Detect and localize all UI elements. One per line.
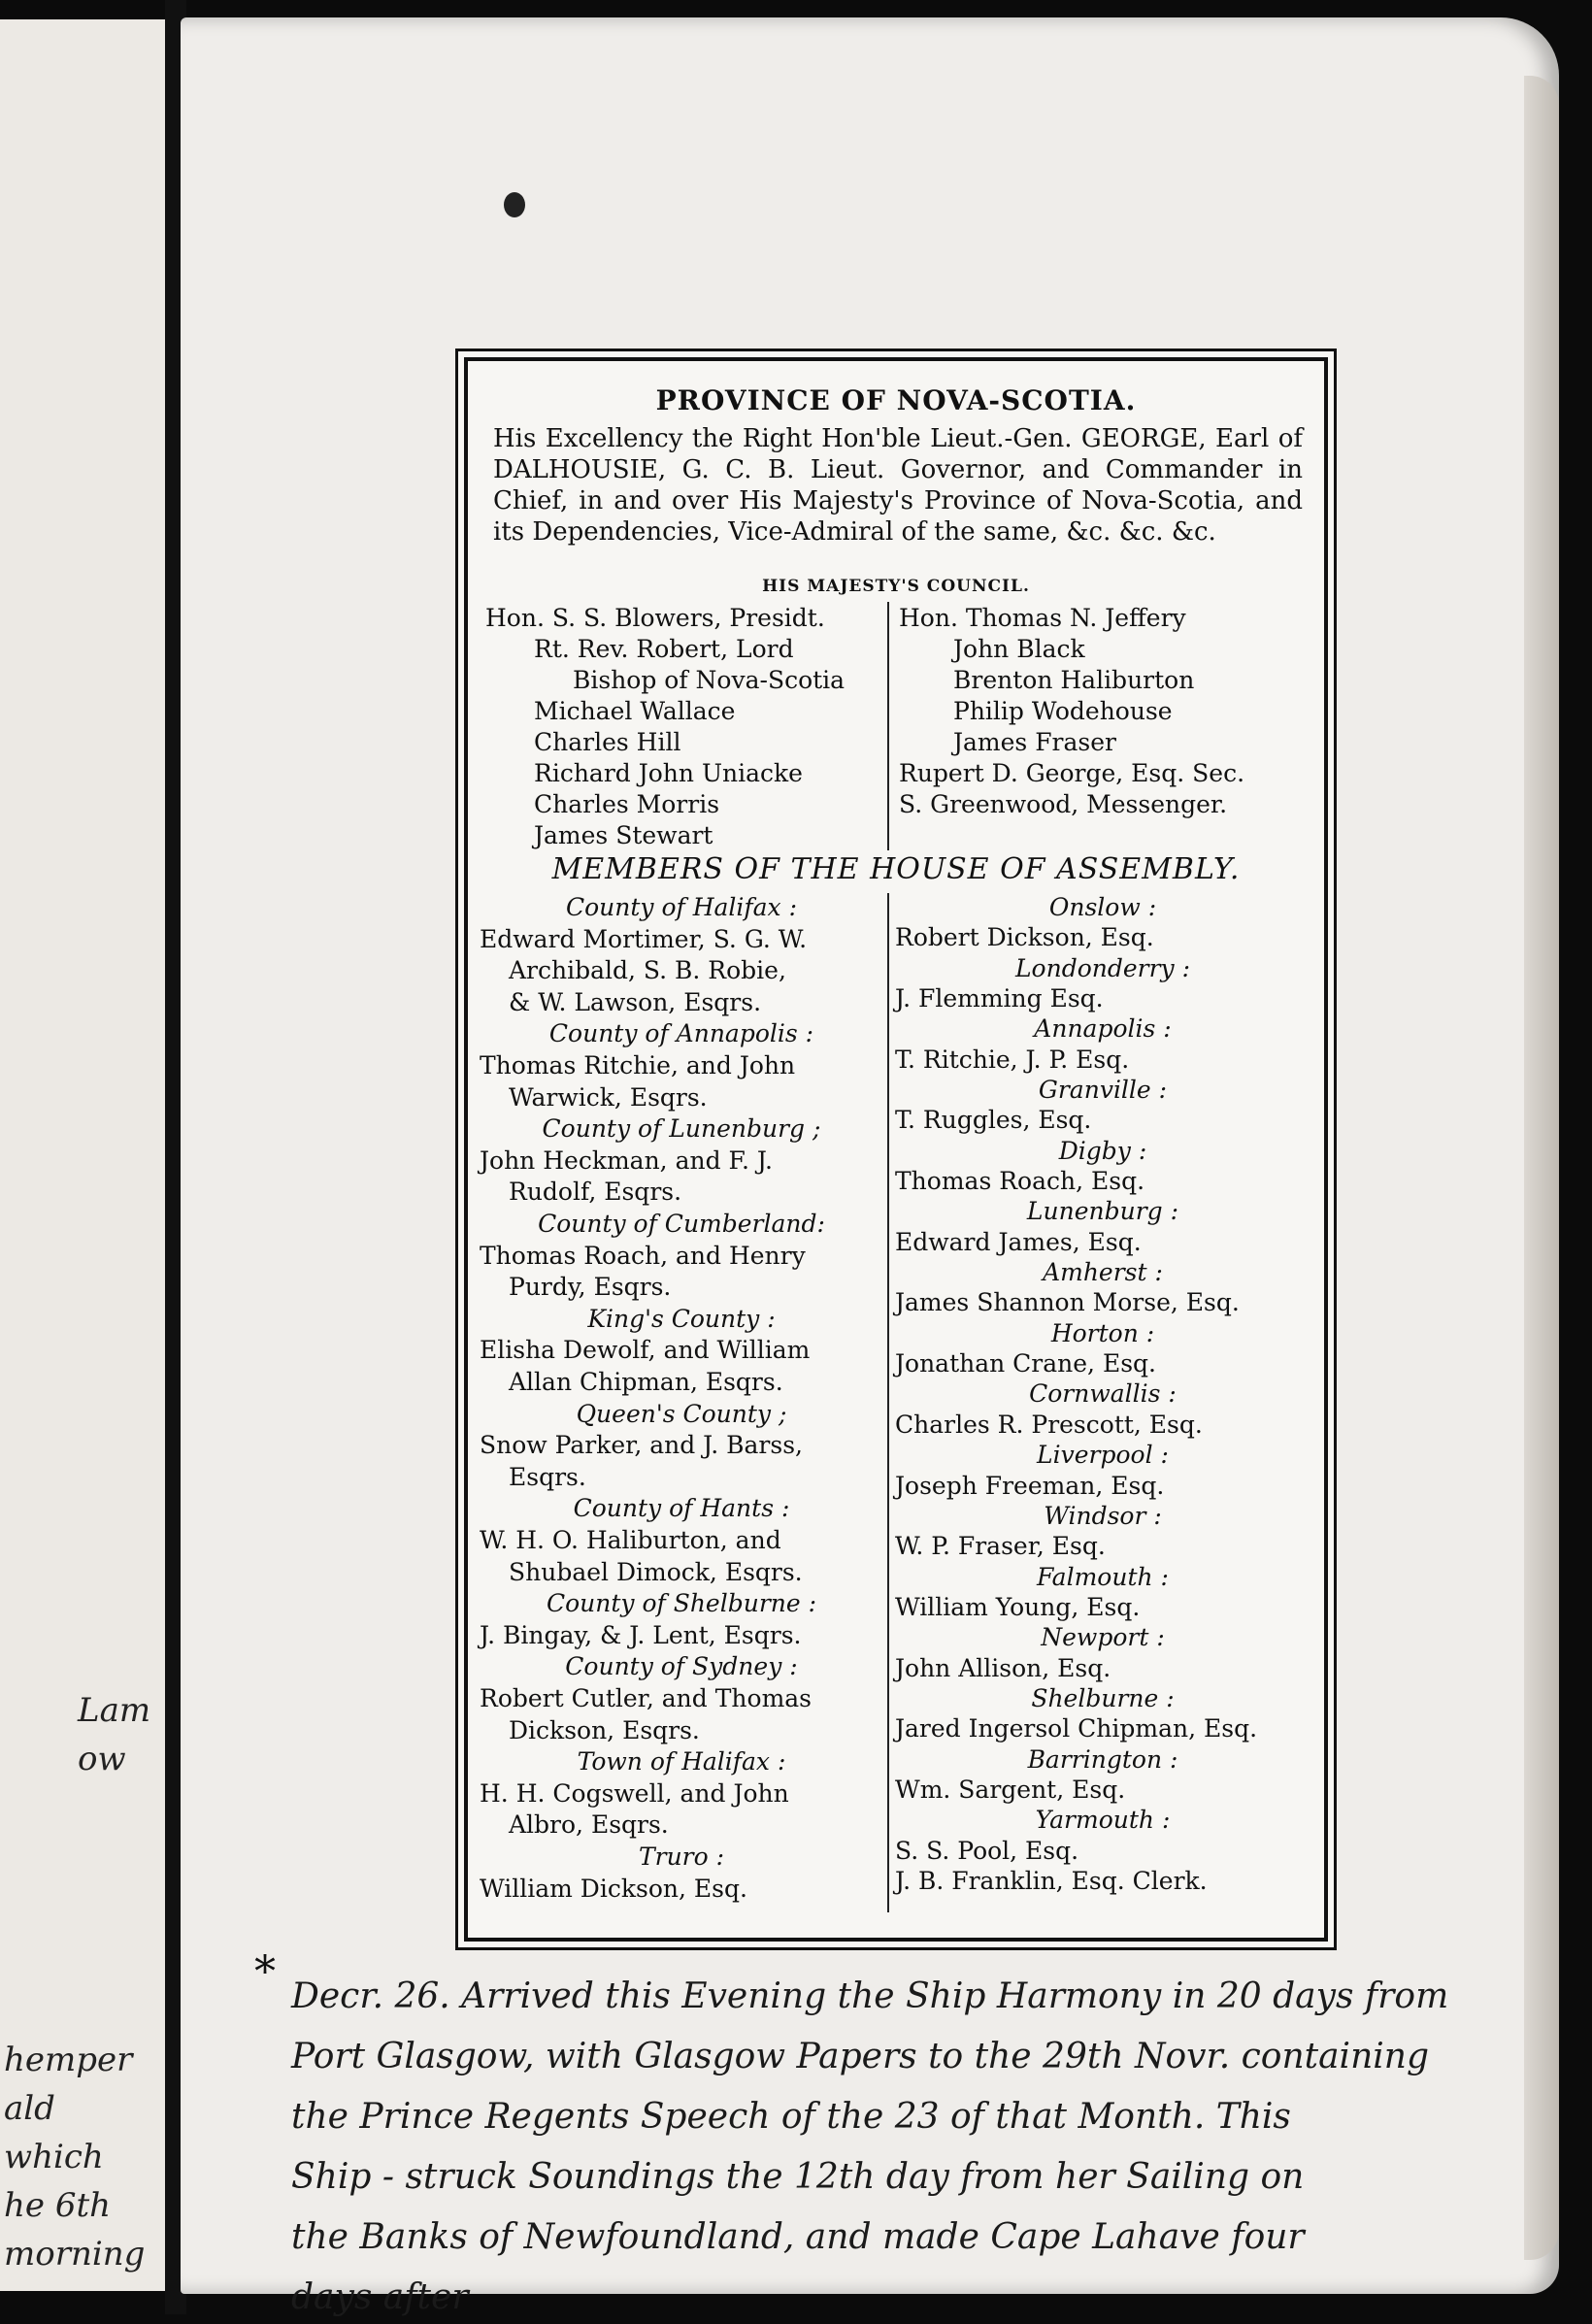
left-page xyxy=(0,19,168,2291)
constituency-heading: Annapolis : xyxy=(1034,1014,1172,1044)
left-page-fragment: which xyxy=(4,2138,104,2176)
member-name: Esqrs. xyxy=(509,1462,586,1491)
constituency-heading: Onslow : xyxy=(1048,893,1157,921)
constituency-heading: Digby : xyxy=(1058,1136,1147,1165)
constituency-heading: County of Annapolis : xyxy=(548,1019,814,1048)
constituency-heading: County of Halifax : xyxy=(565,893,798,921)
printed-register-panel xyxy=(464,357,1328,1942)
member-name: Allan Chipman, Esqrs. xyxy=(509,1368,783,1396)
page-title: PROVINCE OF NOVA-SCOTIA. xyxy=(655,384,1137,416)
constituency-heading: Newport : xyxy=(1041,1623,1165,1652)
constituency-heading: Amherst : xyxy=(1043,1258,1163,1287)
council-member: Hon. S. S. Blowers, Presidt. xyxy=(485,604,825,632)
council-member: Charles Morris xyxy=(534,790,720,818)
member-name: Edward Mortimer, S. G. W. xyxy=(480,924,808,953)
member-name: Jared Ingersol Chipman, Esq. xyxy=(895,1714,1258,1743)
council-member: Charles Hill xyxy=(534,728,681,756)
left-page-fragment: ald xyxy=(4,2089,55,2128)
council-member: Michael Wallace xyxy=(534,697,736,725)
constituency-heading: Granville : xyxy=(1038,1076,1168,1105)
left-page-fragment: hemper xyxy=(4,2041,133,2079)
council-column-rule xyxy=(887,602,889,850)
member-name: S. S. Pool, Esq. xyxy=(895,1836,1079,1865)
constituency-heading: Londonderry : xyxy=(1014,953,1191,982)
council-member: S. Greenwood, Messenger. xyxy=(899,790,1228,818)
member-name: Robert Dickson, Esq. xyxy=(895,923,1154,952)
member-name: John Allison, Esq. xyxy=(895,1653,1111,1682)
constituency-heading: County of Cumberland: xyxy=(538,1210,825,1238)
page-edge xyxy=(1524,76,1559,2260)
constituency-heading: County of Sydney : xyxy=(565,1652,798,1681)
constituency-heading: Truro : xyxy=(638,1843,725,1871)
member-name: Wm. Sargent, Esq. xyxy=(895,1775,1126,1804)
council-member: Rupert D. George, Esq. Sec. xyxy=(899,759,1245,787)
left-page-fragment: Lam xyxy=(78,1691,151,1730)
council-member: Bishop of Nova-Scotia xyxy=(573,666,846,694)
member-name: W. P. Fraser, Esq. xyxy=(895,1532,1106,1561)
member-name: Purdy, Esqrs. xyxy=(509,1273,672,1302)
council-heading: HIS MAJESTY'S COUNCIL. xyxy=(762,577,1030,596)
member-name: J. Flemming Esq. xyxy=(895,984,1104,1013)
constituency-heading: Town of Halifax : xyxy=(577,1747,786,1776)
member-name: Shubael Dimock, Esqrs. xyxy=(509,1557,803,1586)
handwritten-line: Ship - struck Soundings the 12th day from her Sailing on xyxy=(291,2157,1305,2197)
member-name: John Heckman, and F. J. xyxy=(480,1145,773,1175)
council-member: Hon. Thomas N. Jeffery xyxy=(899,604,1186,632)
member-name: Thomas Ritchie, and John xyxy=(480,1051,796,1079)
handwritten-line: Decr. 26. Arrived this Evening the Ship Harmony in 20 days from xyxy=(291,1976,1449,2016)
member-name: & W. Lawson, Esqrs. xyxy=(509,987,762,1016)
council-member: Rt. Rev. Robert, Lord xyxy=(534,635,794,663)
left-page-fragment: ow xyxy=(78,1740,126,1778)
council-member: Brenton Haliburton xyxy=(953,666,1195,694)
member-name: J. B. Franklin, Esq. Clerk. xyxy=(895,1866,1208,1895)
member-name: Dickson, Esqrs. xyxy=(509,1715,700,1744)
constituency-heading: Windsor : xyxy=(1044,1501,1162,1530)
left-page-fragment: morning xyxy=(4,2235,146,2274)
member-name: James Shannon Morse, Esq. xyxy=(895,1288,1240,1317)
constituency-heading: County of Shelburne : xyxy=(546,1589,817,1618)
handwritten-line: the Prince Regents Speech of the 23 of that Month. This xyxy=(291,2097,1291,2137)
council-member: John Black xyxy=(953,635,1085,663)
constituency-heading: Shelburne : xyxy=(1031,1683,1175,1712)
member-name: Charles R. Prescott, Esq. xyxy=(895,1410,1203,1439)
member-name: Albro, Esqrs. xyxy=(509,1810,669,1840)
council-member: Philip Wodehouse xyxy=(953,697,1173,725)
handwritten-line: days after xyxy=(291,2277,469,2317)
ink-blot xyxy=(504,192,525,217)
constituency-heading: Lunenburg : xyxy=(1026,1197,1179,1226)
council-member: Richard John Uniacke xyxy=(534,759,803,787)
member-name: Elisha Dewolf, and William xyxy=(480,1336,811,1365)
member-name: J. Bingay, & J. Lent, Esqrs. xyxy=(480,1620,802,1649)
member-name: Warwick, Esqrs. xyxy=(509,1082,708,1112)
member-name: T. Ritchie, J. P. Esq. xyxy=(895,1045,1130,1074)
member-name: Joseph Freeman, Esq. xyxy=(895,1471,1165,1500)
handwritten-line: the Banks of Newfoundland, and made Cape Lahave four xyxy=(291,2217,1305,2257)
constituency-heading: Liverpool : xyxy=(1037,1441,1169,1470)
member-name: William Dickson, Esq. xyxy=(480,1874,747,1903)
council-member: James Stewart xyxy=(534,821,713,849)
constituency-heading: Falmouth : xyxy=(1037,1562,1169,1591)
constituency-heading: Horton : xyxy=(1050,1318,1155,1347)
member-name: Rudolf, Esqrs. xyxy=(509,1178,682,1207)
handwritten-line: Port Glasgow, with Glasgow Papers to the 29th Novr. containing xyxy=(291,2037,1430,2076)
member-name: Snow Parker, and J. Barss, xyxy=(480,1431,803,1460)
constituency-heading: County of Hants : xyxy=(573,1494,790,1523)
member-name: William Young, Esq. xyxy=(895,1592,1141,1621)
council-member: James Fraser xyxy=(953,728,1116,756)
member-name: Jonathan Crane, Esq. xyxy=(895,1349,1156,1378)
left-page-fragment: he 6th xyxy=(4,2186,112,2225)
constituency-heading: County of Lunenburg ; xyxy=(542,1114,821,1144)
assembly-heading: MEMBERS OF THE HOUSE OF ASSEMBLY. xyxy=(551,852,1241,886)
constituency-heading: Barrington : xyxy=(1027,1744,1178,1774)
member-name: Thomas Roach, and Henry xyxy=(480,1241,806,1270)
governor-paragraph: His Excellency the Right Hon'ble Lieut.-Gen. GEORGE, Earl of DALHOUSIE, G. C. B. Lieut. Governor, and Commander in Chief, in and over His Majesty's Province of Nova-Scotia, and its Dependencies, Vice-Admiral of the same, &c. &c. &c. xyxy=(493,424,1303,547)
constituency-heading: Queen's County ; xyxy=(576,1399,787,1428)
asterisk-mark: * xyxy=(254,1947,276,1997)
member-name: Edward James, Esq. xyxy=(895,1227,1142,1256)
constituency-heading: Yarmouth : xyxy=(1035,1806,1171,1835)
member-name: Thomas Roach, Esq. xyxy=(895,1167,1145,1196)
constituency-heading: Cornwallis : xyxy=(1029,1379,1177,1409)
member-name: W. H. O. Haliburton, and xyxy=(480,1526,781,1554)
member-name: T. Ruggles, Esq. xyxy=(895,1106,1092,1135)
member-name: H. H. Cogswell, and John xyxy=(480,1778,789,1808)
member-name: Archibald, S. B. Robie, xyxy=(509,956,786,985)
member-name: Robert Cutler, and Thomas xyxy=(480,1684,813,1712)
assembly-column-rule xyxy=(887,893,889,1912)
constituency-heading: King's County : xyxy=(587,1304,776,1333)
